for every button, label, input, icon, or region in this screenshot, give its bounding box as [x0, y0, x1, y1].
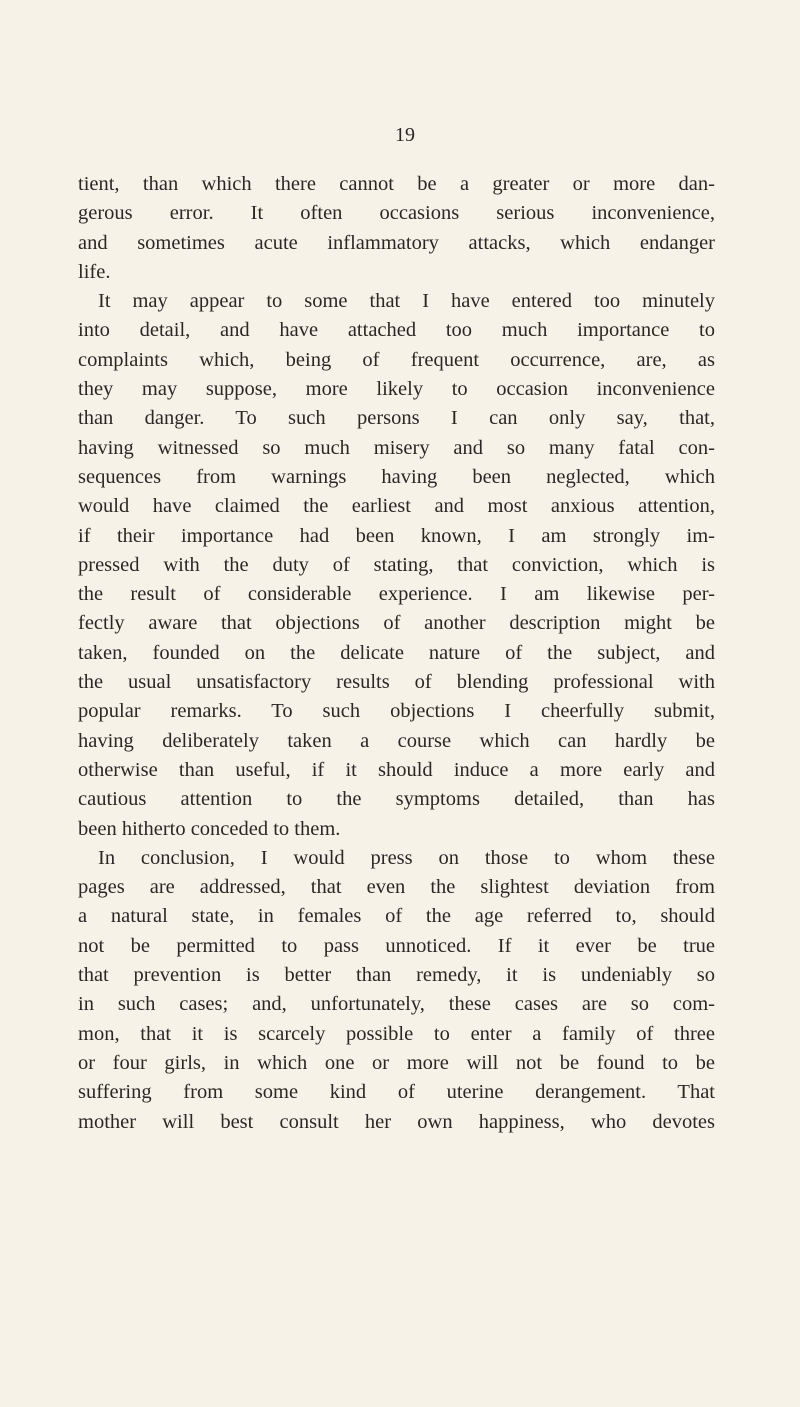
text-line: the result of considerable experience. I am likewise per- — [78, 583, 715, 606]
page-number: 19 — [395, 124, 415, 146]
text-line: than danger. To such persons I can only say, that, — [78, 407, 715, 430]
text-line: suffering from some kind of uterine derangement. That — [78, 1081, 715, 1104]
text-line: life. — [78, 260, 111, 283]
text-line: fectly aware that objections of another description might be — [78, 612, 715, 635]
text-line: a natural state, in females of the age referred to, should — [78, 905, 715, 928]
text-line: would have claimed the earliest and most anxious attention, — [78, 495, 715, 518]
text-line: otherwise than useful, if it should induce a more early and — [78, 758, 715, 781]
text-line: mon, that it is scarcely possible to enter a family of three — [78, 1022, 715, 1045]
text-line: that prevention is better than remedy, it is undeniably so — [78, 964, 715, 987]
text-line: pressed with the duty of stating, that conviction, which is — [78, 553, 715, 576]
text-line: popular remarks. To such objections I cheerfully submit, — [78, 700, 715, 723]
text-line: pages are addressed, that even the slightest deviation from — [78, 876, 715, 899]
text-line: been hitherto conceded to them. — [78, 817, 341, 840]
text-line: having deliberately taken a course which can hardly be — [78, 729, 715, 752]
text-line: and sometimes acute inflammatory attacks, which endanger — [78, 231, 715, 254]
text-line: they may suppose, more likely to occasion inconvenience — [78, 378, 715, 401]
body-text — [78, 170, 715, 1137]
text-line: tient, than which there cannot be a greater or more dan- — [78, 173, 715, 195]
text-line: cautious attention to the symptoms detailed, than has — [78, 788, 715, 811]
text-line: taken, founded on the delicate nature of the subject, and — [78, 641, 715, 664]
text-line: not be permitted to pass unnoticed. If it ever be true — [78, 934, 715, 957]
text-line: complaints which, being of frequent occurrence, are, as — [78, 348, 715, 371]
text-line: if their importance had been known, I am strongly im- — [78, 524, 715, 547]
text-line: In conclusion, I would press on those to whom these — [98, 846, 715, 869]
text-line: into detail, and have attached too much importance to — [78, 319, 715, 342]
text-line: It may appear to some that I have entered too minutely — [98, 290, 715, 313]
text-line: sequences from warnings having been neglected, which — [78, 465, 715, 488]
text-line: the usual unsatisfactory results of blending professional with — [78, 671, 715, 694]
text-line: or four girls, in which one or more will not be found to be — [78, 1051, 715, 1074]
text-line: in such cases; and, unfortunately, these cases are so com- — [78, 993, 715, 1016]
text-line: mother will best consult her own happiness, who devotes — [78, 1110, 715, 1133]
text-line: gerous error. It often occasions serious inconvenience, — [78, 202, 715, 225]
text-line: having witnessed so much misery and so many fatal con- — [78, 436, 715, 459]
